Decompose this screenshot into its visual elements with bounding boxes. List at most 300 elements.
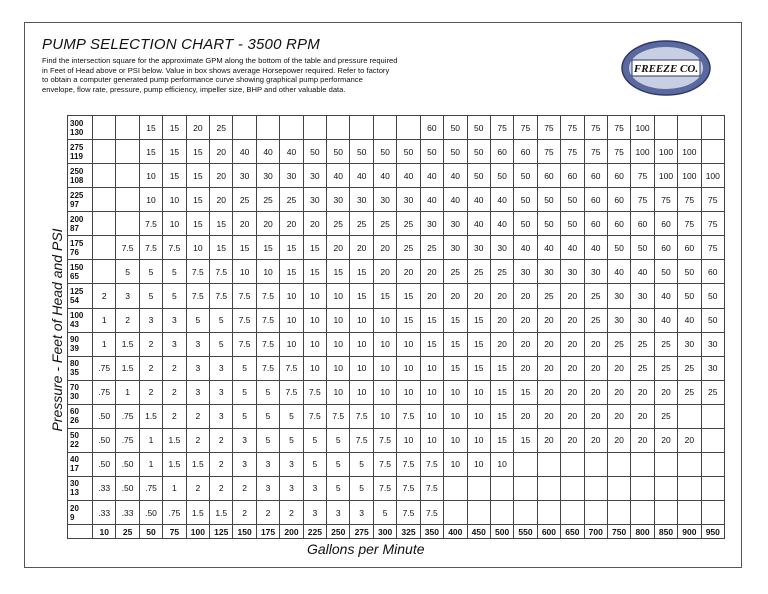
hp-cell: 10 <box>327 356 350 380</box>
hp-cell: 25 <box>607 332 630 356</box>
hp-cell: 50 <box>678 284 701 308</box>
hp-cell: 5 <box>116 260 139 284</box>
hp-cell: 15 <box>490 380 513 404</box>
hp-cell: .75 <box>93 356 116 380</box>
hp-cell: 25 <box>631 332 654 356</box>
hp-cell: 20 <box>607 428 630 452</box>
hp-cell: 50 <box>303 140 326 164</box>
gpm-label: 950 <box>701 525 724 539</box>
hp-cell: 10 <box>280 308 303 332</box>
logo-text: FREEZE CO. <box>633 63 699 75</box>
hp-cell <box>654 116 677 140</box>
hp-cell: 75 <box>561 116 584 140</box>
hp-cell: 20 <box>537 380 560 404</box>
head-feet-value: 40 <box>70 455 79 465</box>
hp-cell: 3 <box>303 501 326 525</box>
hp-cell: 7.5 <box>420 501 443 525</box>
hp-cell: 2 <box>163 380 186 404</box>
hp-cell: 7.5 <box>303 380 326 404</box>
hp-cell: 50 <box>420 140 443 164</box>
hp-cell: 25 <box>280 188 303 212</box>
hp-cell: 10 <box>280 332 303 356</box>
hp-cell: 30 <box>701 356 724 380</box>
hp-cell: 15 <box>186 164 209 188</box>
hp-cell: 20 <box>490 308 513 332</box>
hp-cell: 75 <box>537 140 560 164</box>
hp-cell: 50 <box>490 164 513 188</box>
table-row <box>68 308 725 332</box>
hp-cell <box>701 140 724 164</box>
hp-cell: 2 <box>116 308 139 332</box>
hp-cell: 10 <box>139 188 162 212</box>
hp-cell: 7.5 <box>303 404 326 428</box>
hp-cell <box>93 116 116 140</box>
head-feet-value: 225 <box>70 190 84 200</box>
hp-cell: 1 <box>139 428 162 452</box>
hp-cell <box>514 476 537 500</box>
hp-cell: 75 <box>561 140 584 164</box>
table-row <box>68 380 725 404</box>
hp-cell <box>327 116 350 140</box>
hp-cell: 15 <box>397 284 420 308</box>
hp-cell: 30 <box>514 260 537 284</box>
hp-cell: 3 <box>256 476 279 500</box>
hp-cell: 50 <box>701 308 724 332</box>
hp-cell: 3 <box>163 332 186 356</box>
hp-cell: 5 <box>303 452 326 476</box>
hp-cell: 10 <box>397 332 420 356</box>
hp-cell: 10 <box>444 428 467 452</box>
hp-cell: 15 <box>233 236 256 260</box>
hp-cell: 30 <box>233 164 256 188</box>
head-feet-value: 300 <box>70 118 84 128</box>
hp-cell: 15 <box>350 260 373 284</box>
hp-cell: 5 <box>373 501 396 525</box>
hp-cell: 15 <box>303 236 326 260</box>
hp-cell: 20 <box>233 212 256 236</box>
hp-cell: 3 <box>116 284 139 308</box>
hp-cell: 50 <box>514 188 537 212</box>
hp-cell: 20 <box>561 356 584 380</box>
hp-cell: 20 <box>607 404 630 428</box>
hp-cell: 10 <box>397 380 420 404</box>
hp-cell: 25 <box>678 356 701 380</box>
hp-cell <box>537 501 560 525</box>
hp-cell: 5 <box>210 308 233 332</box>
hp-cell: 10 <box>280 284 303 308</box>
hp-cell: 40 <box>233 140 256 164</box>
hp-cell: 7.5 <box>210 260 233 284</box>
hp-cell: 30 <box>444 236 467 260</box>
hp-cell: 25 <box>584 308 607 332</box>
hp-cell: 40 <box>490 188 513 212</box>
head-feet-value: 20 <box>70 503 79 513</box>
hp-cell <box>116 116 139 140</box>
hp-cell: 30 <box>373 188 396 212</box>
hp-cell: 10 <box>444 380 467 404</box>
hp-cell: 5 <box>163 260 186 284</box>
hp-cell: 75 <box>490 116 513 140</box>
hp-cell: 15 <box>303 260 326 284</box>
hp-cell: 1.5 <box>163 428 186 452</box>
hp-cell: 40 <box>397 164 420 188</box>
hp-cell: 15 <box>514 428 537 452</box>
hp-cell: 60 <box>607 188 630 212</box>
gpm-label: 350 <box>420 525 443 539</box>
hp-cell: 50 <box>654 260 677 284</box>
hp-cell <box>584 476 607 500</box>
hp-cell: 2 <box>210 428 233 452</box>
gpm-label: 25 <box>116 525 139 539</box>
hp-cell: 15 <box>139 116 162 140</box>
hp-cell <box>233 116 256 140</box>
hp-cell <box>93 164 116 188</box>
hp-cell: 15 <box>256 236 279 260</box>
hp-cell: 5 <box>163 284 186 308</box>
hp-cell: 2 <box>163 356 186 380</box>
hp-cell: .75 <box>93 380 116 404</box>
hp-cell <box>584 452 607 476</box>
psi-value: 87 <box>70 223 79 233</box>
hp-cell <box>93 188 116 212</box>
head-feet-value: 125 <box>70 286 84 296</box>
hp-cell: 50 <box>537 212 560 236</box>
psi-value: 22 <box>70 440 79 450</box>
head-feet-value: 50 <box>70 431 79 441</box>
hp-cell: 3 <box>280 476 303 500</box>
gpm-label: 450 <box>467 525 490 539</box>
hp-cell: 20 <box>607 356 630 380</box>
table-row <box>68 212 725 236</box>
hp-cell: 25 <box>490 260 513 284</box>
hp-cell: 5 <box>139 260 162 284</box>
hp-cell: 5 <box>327 428 350 452</box>
hp-cell: 100 <box>678 140 701 164</box>
hp-cell: 7.5 <box>327 404 350 428</box>
hp-cell: 25 <box>444 260 467 284</box>
hp-cell: 50 <box>514 212 537 236</box>
hp-cell: 3 <box>210 380 233 404</box>
hp-cell: 10 <box>186 236 209 260</box>
hp-cell: 20 <box>631 380 654 404</box>
hp-cell: 50 <box>373 140 396 164</box>
hp-cell: 20 <box>303 212 326 236</box>
hp-cell: 25 <box>654 332 677 356</box>
hp-cell: 50 <box>701 284 724 308</box>
hp-cell: 20 <box>327 236 350 260</box>
hp-cell: 40 <box>280 140 303 164</box>
hp-cell: 20 <box>420 260 443 284</box>
description-line: envelope, flow rate, pressure, pump efficiency, impeller size, BHP and other valuable data. <box>42 84 346 94</box>
hp-cell: 25 <box>397 236 420 260</box>
hp-cell: 15 <box>350 284 373 308</box>
hp-cell: 10 <box>467 380 490 404</box>
hp-cell: 20 <box>537 308 560 332</box>
hp-cell: 15 <box>420 332 443 356</box>
hp-cell: 20 <box>584 428 607 452</box>
hp-cell <box>701 404 724 428</box>
hp-cell: 30 <box>444 212 467 236</box>
psi-value: 35 <box>70 368 79 378</box>
freeze-co-logo <box>620 38 712 98</box>
hp-cell: 75 <box>584 140 607 164</box>
hp-cell: 30 <box>397 188 420 212</box>
hp-cell: 30 <box>490 236 513 260</box>
hp-cell: 7.5 <box>186 260 209 284</box>
hp-cell: .75 <box>163 501 186 525</box>
hp-cell: 60 <box>584 164 607 188</box>
hp-cell: 30 <box>701 332 724 356</box>
hp-cell <box>256 116 279 140</box>
hp-cell: 7.5 <box>373 476 396 500</box>
row-header <box>68 501 93 525</box>
row-header <box>68 308 93 332</box>
hp-cell: 20 <box>490 332 513 356</box>
hp-cell: 25 <box>584 284 607 308</box>
hp-cell: 100 <box>654 140 677 164</box>
hp-cell: 25 <box>467 260 490 284</box>
hp-cell: .33 <box>93 501 116 525</box>
hp-cell: 10 <box>350 380 373 404</box>
hp-cell: 40 <box>420 188 443 212</box>
hp-cell: 5 <box>327 476 350 500</box>
hp-cell <box>607 452 630 476</box>
hp-cell: 30 <box>631 308 654 332</box>
hp-cell: 1 <box>93 332 116 356</box>
hp-cell <box>397 116 420 140</box>
hp-cell: 2 <box>233 476 256 500</box>
hp-cell: 15 <box>139 140 162 164</box>
hp-cell: 7.5 <box>256 284 279 308</box>
hp-cell: 10 <box>303 332 326 356</box>
hp-cell: 75 <box>631 188 654 212</box>
hp-cell: .50 <box>93 452 116 476</box>
hp-cell: 75 <box>678 188 701 212</box>
hp-cell <box>537 476 560 500</box>
hp-cell: 20 <box>537 428 560 452</box>
hp-cell: 75 <box>631 164 654 188</box>
hp-cell: 15 <box>327 260 350 284</box>
table-row <box>68 501 725 525</box>
hp-cell: 100 <box>654 164 677 188</box>
hp-cell <box>607 476 630 500</box>
hp-cell: 20 <box>210 188 233 212</box>
hp-cell: 50 <box>467 164 490 188</box>
hp-cell: 50 <box>607 236 630 260</box>
description-line: in Feet of Head above or PSI below. Value in box shows average Horsepower required. Refer to factory <box>42 65 390 75</box>
hp-cell: 50 <box>467 116 490 140</box>
gpm-label: 275 <box>350 525 373 539</box>
head-feet-value: 90 <box>70 335 79 345</box>
hp-cell: 50 <box>537 188 560 212</box>
hp-cell: 2 <box>256 501 279 525</box>
hp-cell <box>116 164 139 188</box>
hp-cell: 50 <box>350 140 373 164</box>
hp-cell: 15 <box>280 236 303 260</box>
hp-cell: 20 <box>514 404 537 428</box>
row-header <box>68 476 93 500</box>
hp-cell: 7.5 <box>420 452 443 476</box>
hp-cell: 10 <box>467 404 490 428</box>
hp-cell: 7.5 <box>210 284 233 308</box>
hp-cell: 5 <box>350 452 373 476</box>
table-row <box>68 284 725 308</box>
hp-cell: 25 <box>256 188 279 212</box>
hp-cell: 7.5 <box>186 284 209 308</box>
hp-cell: 5 <box>233 404 256 428</box>
gpm-label: 175 <box>256 525 279 539</box>
row-header <box>68 404 93 428</box>
hp-cell <box>631 501 654 525</box>
hp-cell: 25 <box>210 116 233 140</box>
row-header <box>68 356 93 380</box>
hp-cell: 40 <box>654 308 677 332</box>
gpm-label: 325 <box>397 525 420 539</box>
hp-cell: 20 <box>210 140 233 164</box>
hp-cell: 3 <box>210 356 233 380</box>
table-row <box>68 164 725 188</box>
hp-cell: 75 <box>701 188 724 212</box>
hp-cell: 10 <box>373 332 396 356</box>
hp-cell: 10 <box>373 308 396 332</box>
hp-cell: 20 <box>514 308 537 332</box>
hp-cell: 40 <box>420 164 443 188</box>
hp-cell <box>373 116 396 140</box>
gpm-label: 700 <box>584 525 607 539</box>
hp-cell: 10 <box>397 428 420 452</box>
hp-cell: 5 <box>256 404 279 428</box>
hp-cell: 75 <box>537 116 560 140</box>
hp-cell: 10 <box>163 188 186 212</box>
hp-cell: 3 <box>350 501 373 525</box>
hp-cell: 15 <box>373 284 396 308</box>
hp-cell: 60 <box>514 140 537 164</box>
hp-cell: 25 <box>701 380 724 404</box>
gpm-label: 750 <box>607 525 630 539</box>
hp-cell: 50 <box>397 140 420 164</box>
hp-cell: 1 <box>139 452 162 476</box>
hp-cell: 2 <box>139 356 162 380</box>
hp-cell: 7.5 <box>350 428 373 452</box>
row-header <box>68 428 93 452</box>
hp-cell: 7.5 <box>139 236 162 260</box>
hp-cell: 15 <box>280 260 303 284</box>
hp-cell: 60 <box>701 260 724 284</box>
hp-cell: 1.5 <box>116 356 139 380</box>
hp-cell: 100 <box>701 164 724 188</box>
hp-cell: .50 <box>93 404 116 428</box>
hp-cell: 75 <box>514 116 537 140</box>
psi-value: 39 <box>70 344 79 354</box>
hp-cell: 15 <box>444 308 467 332</box>
hp-cell: 20 <box>607 380 630 404</box>
hp-cell: 25 <box>373 212 396 236</box>
hp-cell: 10 <box>420 380 443 404</box>
hp-cell: 10 <box>139 164 162 188</box>
gpm-label: 150 <box>233 525 256 539</box>
hp-cell <box>303 116 326 140</box>
hp-cell: 20 <box>561 404 584 428</box>
hp-cell: 30 <box>561 260 584 284</box>
hp-cell: 1.5 <box>210 501 233 525</box>
hp-cell: 2 <box>186 404 209 428</box>
head-feet-value: 60 <box>70 407 79 417</box>
hp-cell: 60 <box>654 236 677 260</box>
hp-cell: 60 <box>537 164 560 188</box>
row-header <box>68 284 93 308</box>
hp-cell: 10 <box>467 428 490 452</box>
hp-cell: 15 <box>514 380 537 404</box>
hp-cell: 75 <box>607 116 630 140</box>
gpm-row <box>68 525 725 539</box>
hp-cell: 10 <box>350 356 373 380</box>
hp-cell: 5 <box>186 308 209 332</box>
hp-cell: 7.5 <box>163 236 186 260</box>
row-header <box>68 164 93 188</box>
hp-cell: 3 <box>256 452 279 476</box>
hp-cell: 100 <box>678 164 701 188</box>
hp-cell <box>561 476 584 500</box>
hp-cell <box>537 452 560 476</box>
hp-cell: 15 <box>467 332 490 356</box>
hp-cell: 25 <box>327 212 350 236</box>
hp-cell <box>701 501 724 525</box>
hp-cell <box>490 501 513 525</box>
hp-cell: 40 <box>607 260 630 284</box>
table-row <box>68 236 725 260</box>
hp-cell <box>514 501 537 525</box>
gpm-label: 850 <box>654 525 677 539</box>
head-feet-value: 250 <box>70 166 84 176</box>
hp-cell: 7.5 <box>397 501 420 525</box>
hp-cell: 40 <box>678 308 701 332</box>
hp-cell <box>350 116 373 140</box>
hp-cell <box>93 212 116 236</box>
hp-cell: 20 <box>514 356 537 380</box>
hp-cell <box>654 501 677 525</box>
hp-cell: 10 <box>420 356 443 380</box>
hp-cell: 50 <box>561 212 584 236</box>
hp-cell: 50 <box>444 116 467 140</box>
hp-cell: 20 <box>280 212 303 236</box>
hp-cell: .75 <box>116 404 139 428</box>
hp-cell: 1 <box>163 476 186 500</box>
hp-cell: 15 <box>444 332 467 356</box>
gpm-label: 10 <box>93 525 116 539</box>
hp-cell: 40 <box>631 260 654 284</box>
hp-cell <box>561 501 584 525</box>
hp-cell: 10 <box>327 380 350 404</box>
row-header <box>68 332 93 356</box>
hp-cell: 40 <box>444 188 467 212</box>
table-row <box>68 476 725 500</box>
hp-cell: 15 <box>210 212 233 236</box>
hp-cell: 20 <box>373 260 396 284</box>
table-row <box>68 356 725 380</box>
hp-cell: 7.5 <box>233 284 256 308</box>
hp-cell: 7.5 <box>280 380 303 404</box>
hp-cell <box>116 212 139 236</box>
hp-cell: 20 <box>373 236 396 260</box>
gpm-label: 75 <box>163 525 186 539</box>
hp-cell: 10 <box>303 356 326 380</box>
head-feet-value: 70 <box>70 383 79 393</box>
hp-cell: 20 <box>490 284 513 308</box>
hp-cell: 7.5 <box>350 404 373 428</box>
hp-cell: 20 <box>350 236 373 260</box>
psi-value: 108 <box>70 175 84 185</box>
hp-cell: 5 <box>256 380 279 404</box>
